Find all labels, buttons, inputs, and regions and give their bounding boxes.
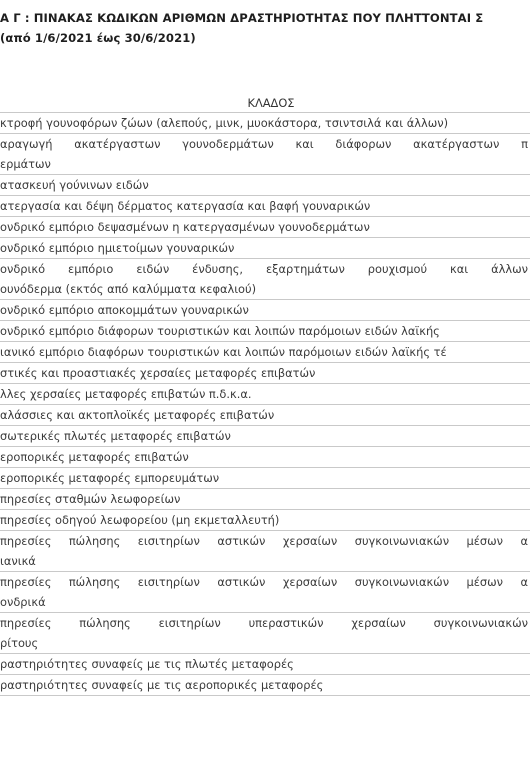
table-row: [0, 613, 530, 654]
table-row: [0, 510, 530, 531]
row-text-line: ερμάτων: [0, 157, 51, 171]
table-row: [0, 196, 530, 217]
table-row: [0, 238, 530, 259]
table-row: [0, 113, 530, 134]
table-row: [0, 384, 530, 405]
table-header-sector: ΚΛΑΔΟΣ: [0, 94, 530, 113]
row-text-line: ουνόδερμα (εκτός από καλύμματα κεφαλιού): [0, 282, 257, 296]
table-row: [0, 489, 530, 510]
row-text-line: ιανικά: [0, 554, 36, 568]
row-text-line: αραγωγή ακατέργαστων γουνοδερμάτων και διάφορων ακατέργαστων π: [0, 137, 528, 151]
row-text-line: λλες χερσαίες μεταφορές επιβατών π.δ.κ.α.: [0, 387, 252, 401]
row-text-line: στικές και προαστιακές χερσαίες μεταφορές επιβατών: [0, 366, 316, 380]
table-row: [0, 654, 530, 675]
row-text-line: πηρεσίες πώλησης εισιτηρίων αστικών χερσαίων συγκοινωνιακών μέσων α: [0, 575, 528, 589]
row-text-line: ονδρικό εμπόριο αποκομμάτων γουναρικών: [0, 303, 249, 317]
table-row: [0, 447, 530, 468]
row-text-line: ραστηριότητες συναφείς με τις πλωτές μεταφορές: [0, 657, 294, 671]
table-row: [0, 342, 530, 363]
row-text-line: ατεργασία και δέψη δέρματος κατεργασία και βαφή γουναρικών: [0, 199, 371, 213]
activity-codes-table: [0, 94, 530, 696]
row-text-line: ονδρικό εμπόριο δεψασμένων η κατεργασμένων γουνοδερμάτων: [0, 220, 370, 234]
row-text-line: πηρεσίες οδηγού λεωφορείου (μη εκμεταλλευτή): [0, 513, 280, 527]
table-row: [0, 134, 530, 175]
table-row: [0, 468, 530, 489]
table-row: [0, 175, 530, 196]
table-row: [0, 363, 530, 384]
table-row: [0, 405, 530, 426]
table-body: [0, 113, 530, 696]
row-text-line: ονδρικό εμπόριο διάφορων τουριστικών και λοιπών παρόμοιων ειδών λαϊκής: [0, 324, 440, 338]
row-text-line: εροπορικές μεταφορές επιβατών: [0, 450, 189, 464]
row-text-line: ατασκευή γούνινων ειδών: [0, 178, 149, 192]
table-row: [0, 572, 530, 613]
row-text-line: ονδρικά: [0, 595, 46, 609]
table-row: [0, 321, 530, 342]
table-row: [0, 217, 530, 238]
row-text-line: ονδρικό εμπόριο ημιετοίμων γουναρικών: [0, 241, 235, 255]
row-text-line: ιανικό εμπόριο διαφόρων τουριστικών και λοιπών παρόμοιων ειδών λαϊκής τέ: [0, 345, 447, 359]
table-row: [0, 259, 530, 300]
heading-title: Α Γ : ΠΙΝΑΚΑΣ ΚΩΔΙΚΩΝ ΑΡΙΘΜΩΝ ΔΡΑΣΤΗΡΙΟΤΗΤΑΣ ΠΟΥ ΠΛΗΤΤΟΝΤΑΙ Σ: [0, 11, 484, 25]
row-text-line: πηρεσίες σταθμών λεωφορείων: [0, 492, 181, 506]
row-text-line: ραστηριότητες συναφείς με τις αεροπορικές μεταφορές: [0, 678, 324, 692]
row-text-line: ονδρικό εμπόριο ειδών ένδυσης, εξαρτημάτων ρουχισμού και άλλων: [0, 262, 528, 276]
table-row: [0, 531, 530, 572]
row-text-line: αλάσσιες και ακτοπλοϊκές μεταφορές επιβατών: [0, 408, 275, 422]
row-text-line: πηρεσίες πώλησης εισιτηρίων υπεραστικών χερσαίων συγκοινωνιακών: [0, 616, 528, 630]
row-text-line: πηρεσίες πώλησης εισιτηρίων αστικών χερσαίων συγκοινωνιακών μέσων α: [0, 534, 528, 548]
row-text-line: εροπορικές μεταφορές εμπορευμάτων: [0, 471, 220, 485]
heading-date-range: (από 1/6/2021 έως 30/6/2021): [0, 31, 196, 45]
table-row: [0, 675, 530, 696]
table-row: [0, 426, 530, 447]
row-text-line: ρίτους: [0, 636, 39, 650]
row-text-line: κτροφή γουνοφόρων ζώων (αλεπούς, μινκ, μυοκάστορα, τσιντσιλά και άλλων): [0, 116, 449, 130]
table-row: [0, 300, 530, 321]
row-text-line: σωτερικές πλωτές μεταφορές επιβατών: [0, 429, 231, 443]
document-heading: [0, 8, 530, 48]
